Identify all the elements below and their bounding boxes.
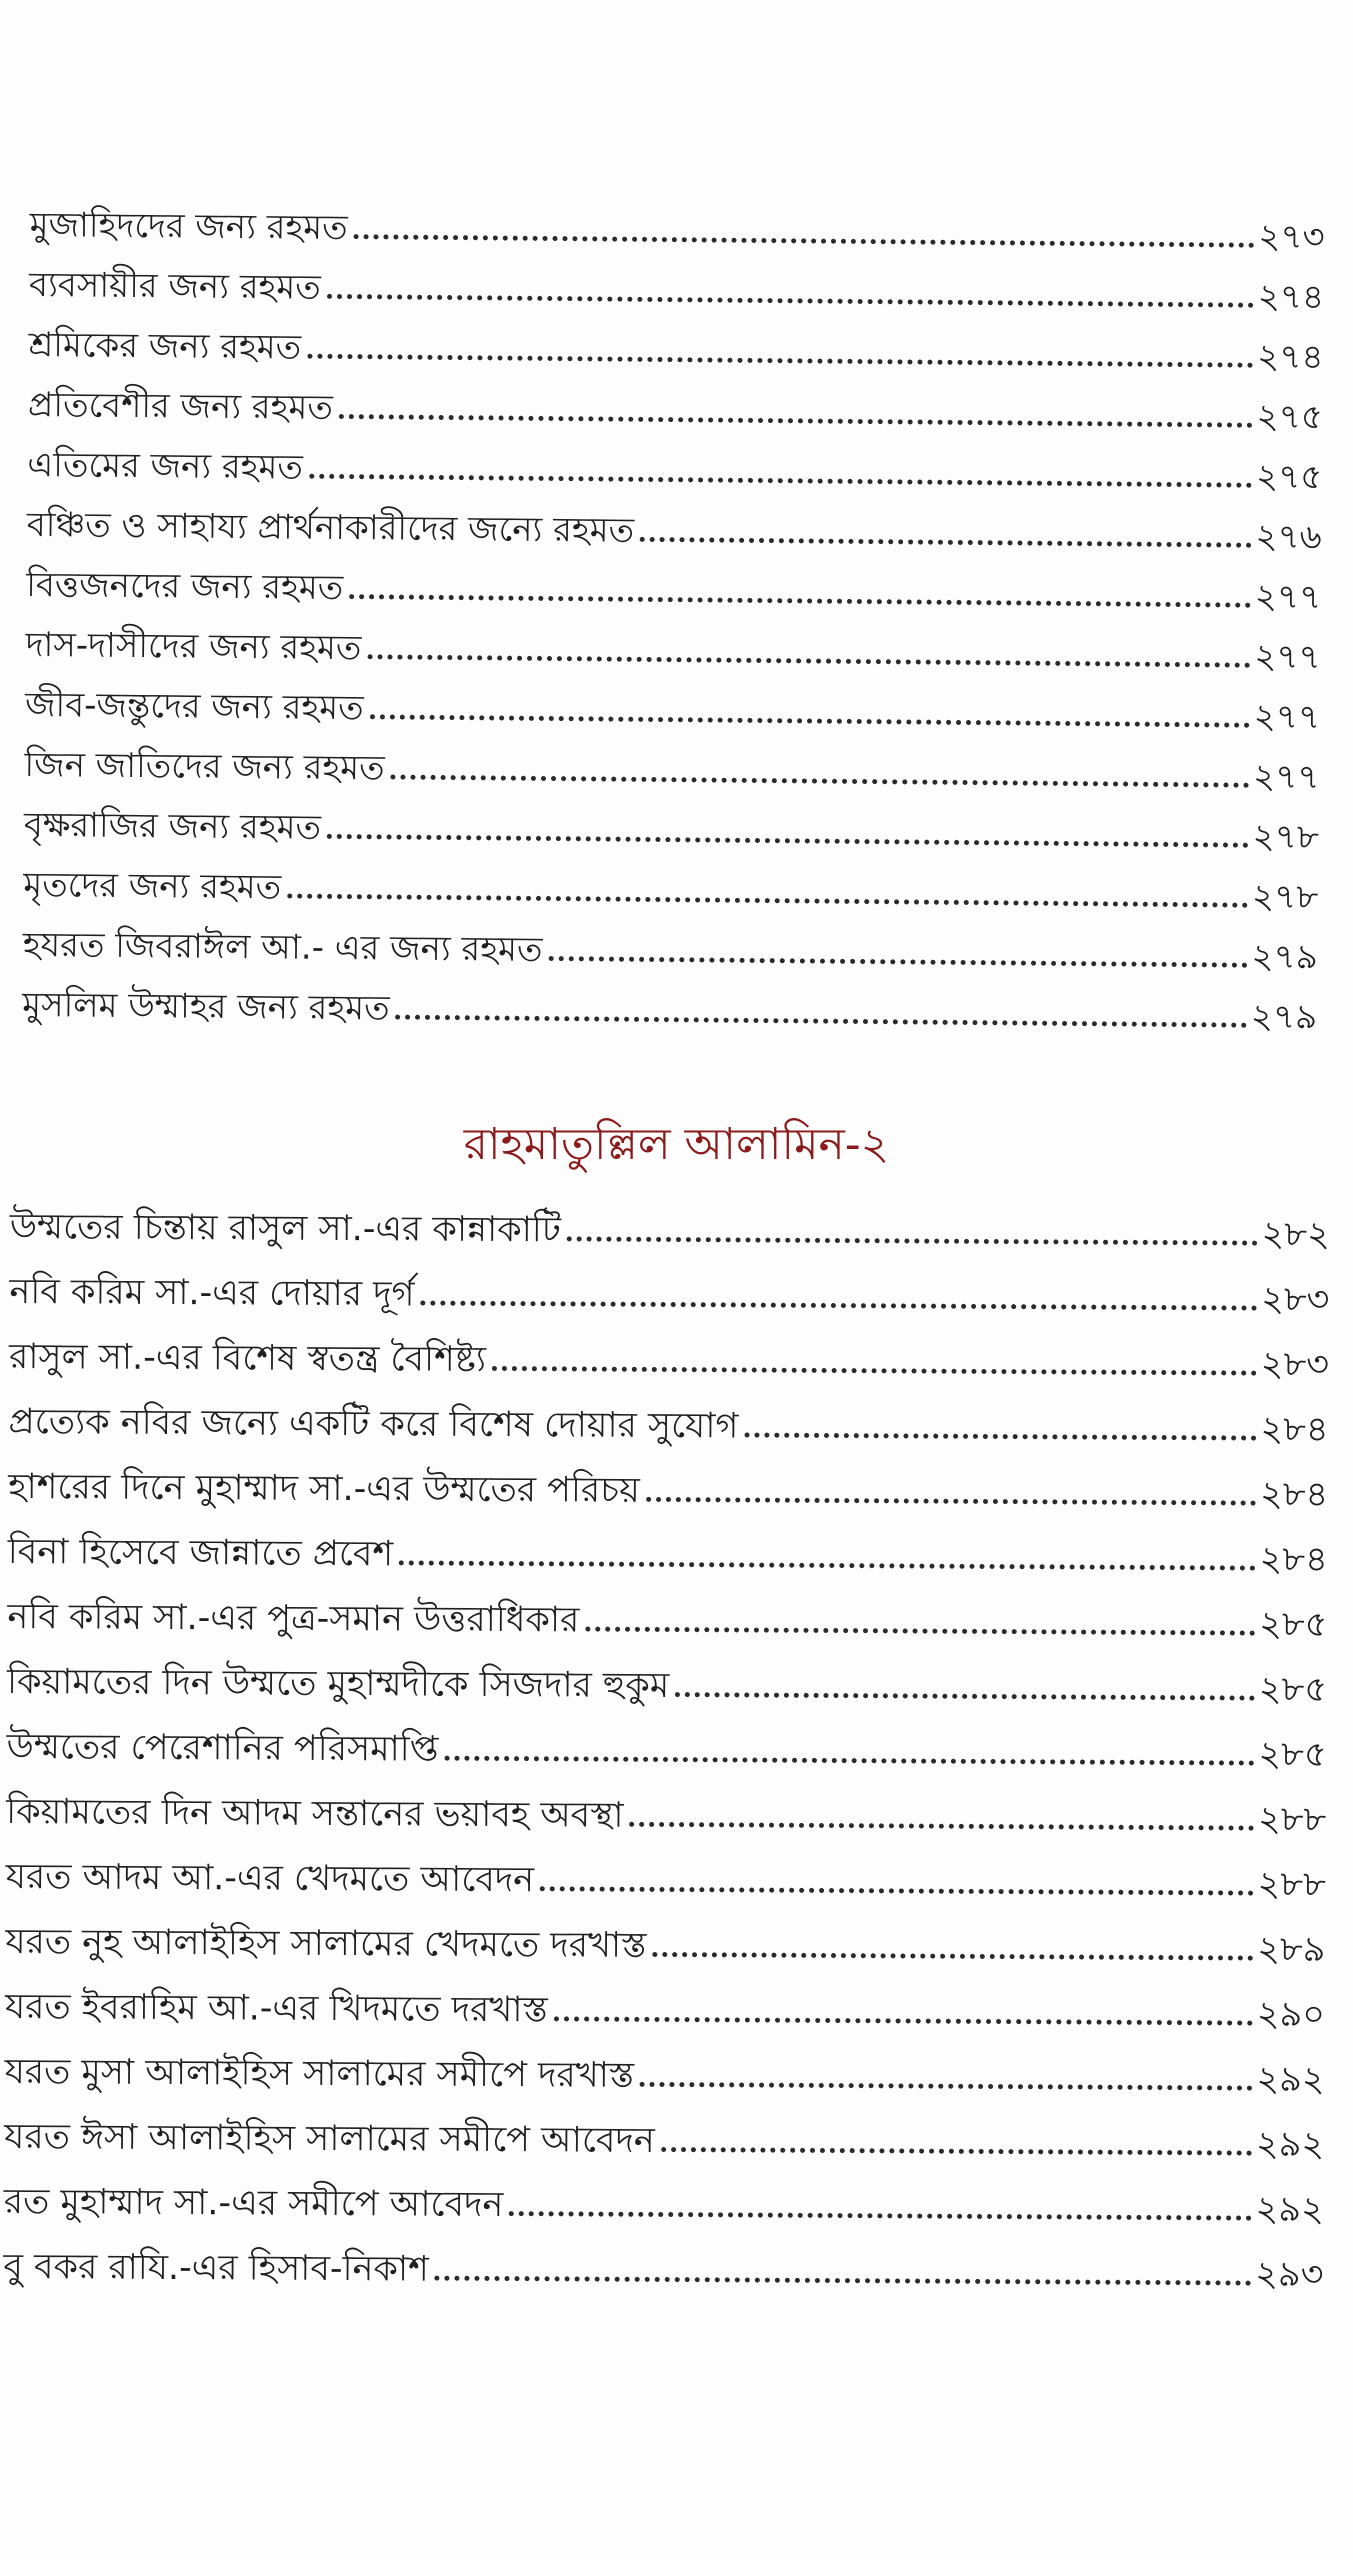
page-number: ২৭৮	[1251, 876, 1319, 918]
entry-title: যরত মুসা আলাইহিস সালামের সমীপে দরখাস্ত	[4, 2051, 635, 2096]
page-number: ২৮৫	[1259, 1604, 1328, 1646]
toc-entry	[5, 1975, 1325, 2048]
page-number: ২৮৪	[1259, 1539, 1328, 1581]
entry-title: রত মুহাম্মাদ সা.-এর সমীপে আবেদন	[3, 2181, 504, 2226]
page-number: ২৭৪	[1257, 276, 1325, 318]
toc-entry	[5, 1910, 1325, 1983]
page-number: ২৭৭	[1253, 696, 1321, 738]
dot-leader	[629, 1822, 1254, 1831]
page-number: ২৭৯	[1251, 936, 1318, 978]
toc-entry	[8, 1520, 1328, 1593]
entry-title: যরত নুহ আলাইহিস সালামের খেদমতে দরখাস্ত	[5, 1921, 647, 1966]
toc-entry	[7, 1650, 1327, 1723]
entry-title: যরত ইবরাহিম আ.-এর খিদমতে দরখাস্ত	[4, 1986, 548, 2031]
dot-leader	[675, 1692, 1255, 1701]
page-number: ২৮২	[1261, 1214, 1330, 1256]
toc-entry	[8, 1455, 1328, 1528]
entry-title: নবি করিম সা.-এর পুত্র-সমান উত্তরাধিকার	[7, 1596, 580, 1641]
dot-leader	[652, 1952, 1253, 1961]
entry-title: বৃক্ষরাজির জন্য রহমত	[23, 804, 322, 848]
entry-title: প্রতিবেশীর জন্য রহমত	[27, 384, 334, 428]
page-number: ২৮৯	[1257, 1929, 1326, 1971]
part-heading: রাহমাতুল্লিল আলামিন-২	[463, 1119, 890, 1170]
entry-title: উম্মতের পেরেশানির পরিসমাপ্তি	[6, 1726, 439, 1770]
page-number: ২৮৫	[1258, 1734, 1327, 1776]
toc-entry	[4, 2040, 1324, 2113]
page-number: ২৭৭	[1254, 576, 1322, 618]
entry-title: ব্যবসায়ীর জন্য রহমত	[28, 264, 321, 308]
entry-title: বঞ্চিত ও সাহায্য প্রার্থনাকারীদের জন্যে রহমত	[26, 504, 635, 551]
dot-leader	[435, 2276, 1251, 2286]
page-number: ২৭৮	[1252, 816, 1320, 858]
toc-section-1	[22, 195, 1325, 1047]
page-number: ২৭৬	[1255, 516, 1322, 558]
entry-title: মৃতদের জন্য রহমত	[23, 864, 282, 908]
entry-title: জীব-জন্তুদের জন্য রহমত	[24, 684, 364, 729]
toc-entry	[22, 975, 1318, 1047]
toc-entry	[4, 2105, 1324, 2178]
page-number: ২৯২	[1255, 2124, 1325, 2166]
dot-leader	[420, 1301, 1257, 1311]
page-number: ২৮৮	[1257, 1864, 1326, 1906]
dot-leader	[327, 294, 1254, 308]
entry-title: বু বকর রাযি.-এর হিসাব-নিকাশ	[3, 2246, 429, 2290]
toc-section-2	[3, 1195, 1330, 2308]
page-number: ২৭৭	[1254, 636, 1321, 678]
entry-title: যরত ঈসা আলাইহিস সালামের সমীপে আবেদন	[4, 2116, 655, 2161]
dot-leader	[492, 1366, 1257, 1376]
entry-title: নবি করিম সা.-এর দোয়ার দূর্গ	[9, 1271, 415, 1315]
dot-leader	[661, 2147, 1252, 2156]
toc-entry	[10, 1195, 1330, 1268]
dot-leader	[744, 1432, 1256, 1440]
dot-leader	[367, 654, 1250, 667]
toc-entry	[6, 1715, 1326, 1788]
entry-title: রাসুল সা.-এর বিশেষ স্বতন্ত্র বৈশিষ্ট্য	[8, 1336, 487, 1380]
dot-leader	[370, 714, 1250, 727]
dot-leader	[399, 1560, 1255, 1570]
dot-leader	[395, 1015, 1246, 1028]
toc-entry	[6, 1845, 1326, 1918]
page-number: ২৯২	[1255, 2189, 1324, 2231]
entry-title: হযরত জিবরাঈল আ.- এর জন্য রহমত	[22, 924, 543, 970]
page-number: ২৮৩	[1261, 1279, 1330, 1321]
toc-entry	[9, 1325, 1329, 1398]
entry-title: জিন জাতিদের জন্য রহমত	[24, 744, 385, 789]
entry-title: হাশরের দিনে মুহাম্মাদ সা.-এর উম্মতের পরিচয়	[8, 1466, 640, 1511]
page-number: ২৭৭	[1252, 756, 1320, 798]
entry-title: এতিমের জন্য রহমত	[27, 444, 304, 488]
page-number: ২৭৯	[1250, 996, 1318, 1038]
page-number: ২৮৫	[1258, 1669, 1328, 1711]
toc-entry	[9, 1260, 1329, 1333]
dot-leader	[309, 474, 1252, 488]
toc-entry	[7, 1585, 1327, 1658]
toc-entry	[6, 1780, 1326, 1853]
entry-title: মুজাহিদদের জন্য রহমত	[29, 204, 348, 249]
page-number: ২৭৪	[1257, 336, 1324, 378]
page-number: ২৯২	[1256, 2059, 1325, 2101]
toc-entry	[4, 2170, 1324, 2243]
page-number: ২৭৫	[1256, 396, 1324, 438]
dot-leader	[354, 234, 1255, 248]
dot-leader	[540, 1886, 1254, 1895]
toc-entry	[3, 2235, 1323, 2308]
page-number: ২৭৩	[1258, 216, 1325, 258]
entry-title: কিয়ামতের দিন উম্মতে মুহাম্মদীকে সিজদার হুকুম	[6, 1661, 670, 1707]
dot-leader	[339, 414, 1253, 428]
page-number: ২৯৩	[1255, 2254, 1324, 2296]
dot-leader	[585, 1627, 1255, 1636]
entry-title: কিয়ামতের দিন আদম সন্তানের ভয়াবহ অবস্থা	[6, 1791, 624, 1836]
entry-title: উম্মতের চিন্তায় রাসুল সা.-এর কান্নাকাটি	[9, 1206, 562, 1251]
dot-leader	[640, 2082, 1252, 2091]
page-number: ২৮৪	[1260, 1409, 1329, 1451]
dot-leader	[327, 834, 1249, 848]
dot-leader	[646, 1497, 1256, 1506]
entry-title: দাস-দাসীদের জন্য রহমত	[25, 624, 362, 669]
entry-title: বিত্তজনদের জন্য রহমত	[26, 564, 344, 609]
dot-leader	[554, 2016, 1253, 2025]
entry-title: বিনা হিসেবে জান্নাতে প্রবেশ	[7, 1531, 394, 1575]
page-number: ২৮৪	[1259, 1474, 1329, 1516]
entry-title: মুসলিম উম্মাহর জন্য রহমত	[22, 984, 390, 1029]
page-number: ২৮৩	[1260, 1344, 1330, 1386]
dot-leader	[567, 1236, 1258, 1245]
page-number: ২৯০	[1256, 1994, 1326, 2036]
dot-leader	[349, 594, 1251, 608]
entry-title: শ্রমিকের জন্য রহমত	[28, 324, 302, 368]
dot-leader	[509, 2211, 1251, 2221]
dot-leader	[548, 956, 1247, 968]
dot-leader	[287, 893, 1248, 907]
dot-leader	[444, 1756, 1254, 1766]
dot-leader	[391, 774, 1250, 787]
entry-title: যরত আদম আ.-এর খেদমতে আবেদন	[5, 1856, 535, 1901]
toc-entry	[8, 1390, 1328, 1463]
dot-leader	[640, 537, 1251, 548]
page-number: ২৮৮	[1257, 1799, 1327, 1841]
dot-leader	[307, 354, 1253, 368]
entry-title: প্রত্যেক নবির জন্যে একটি করে বিশেষ দোয়ার সুযোগ	[8, 1401, 739, 1447]
page-number: ২৭৫	[1255, 456, 1323, 498]
